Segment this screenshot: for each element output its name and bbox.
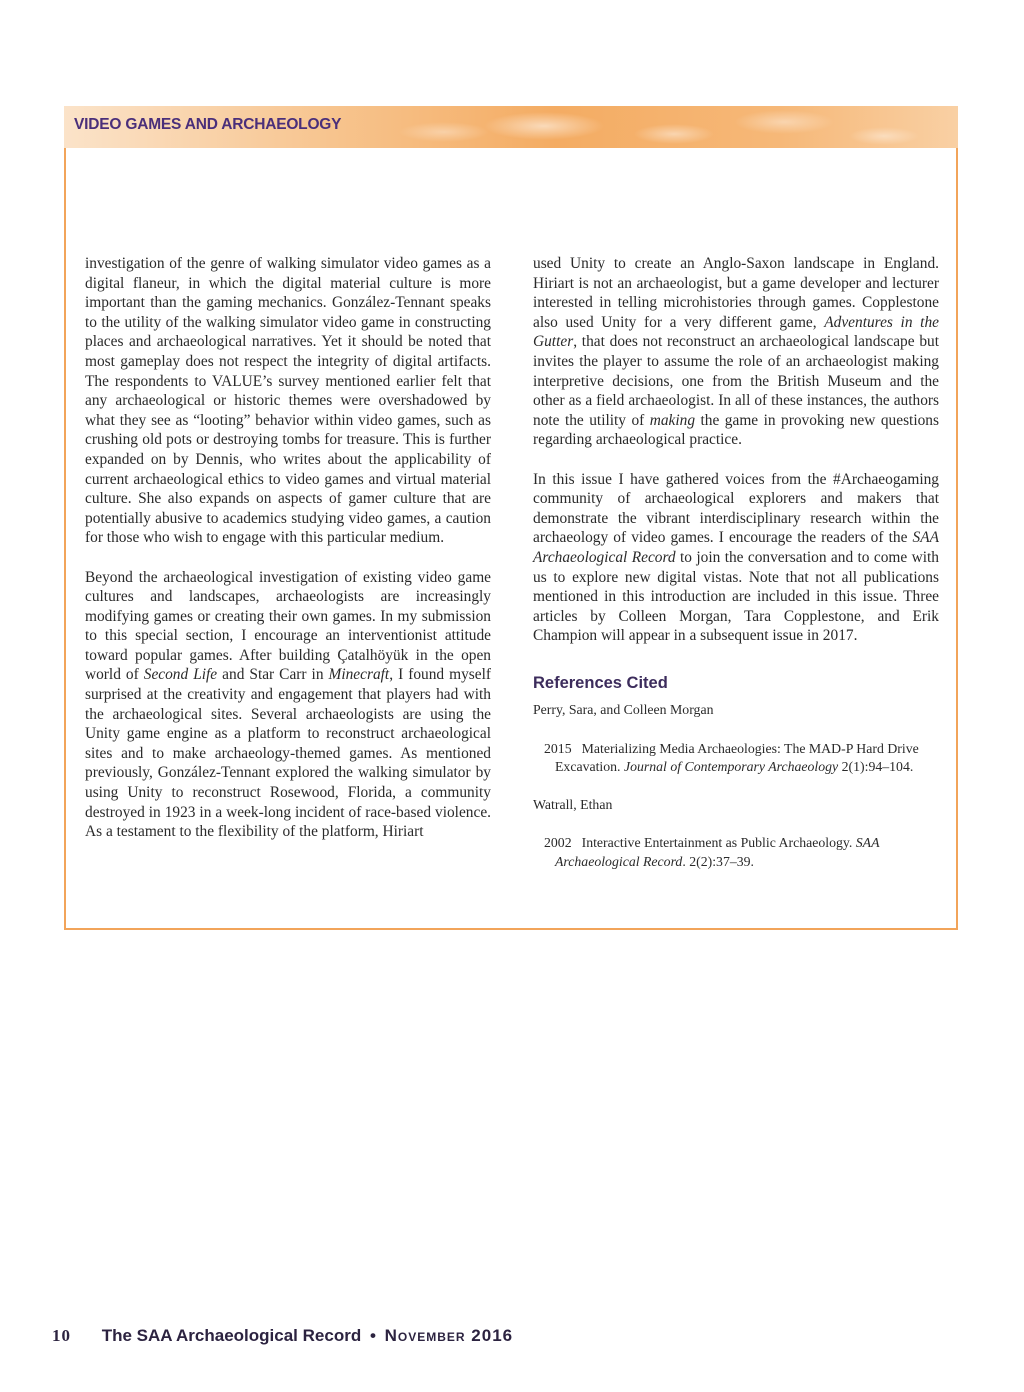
reference-item (533, 796, 939, 871)
left-paragraph-2: Beyond the archaeological investigation of existing video game cultures and landscapes, archaeologists are increasingly modifying games or creating their own games. In my submission to this special section, I encourage an interventionist attitude toward popular games. After building Çatalhöyük in the open world of Second Life and Star Carr in Minecraft, I found myself surprised at the creativity and engagement that players had with the archaeological sites. Several archaeologists are using the Unity game engine as a platform to reconstruct archaeological sites and to make archaeology-themed games. As mentioned previously, González-Tennant explored the walking simulator by using Unity to reconstruct Rosewood, Florida, a community destroyed in 1923 in a week-long incident of race-based violence. As a testament to the flexibility of the platform, Hiriart (85, 568, 492, 841)
section-banner (64, 106, 958, 148)
issue-date: November 2016 (384, 1326, 514, 1345)
left-paragraph-1: investigation of the genre of walking simulator video games as a digital flaneur, in which the digital material culture is more important than the gaming mechanics. González-Tennant speaks to the utility of the walking simulator video game in constructing places and archaeological narratives. Yet it should be noted that most gameplay does not respect the integrity of digital artifacts. The respondents to VALUE’s survey mentioned earlier felt that any archaeological or historic themes were overshadowed by what they see as “looting” behavior within video games, such as crushing old pots or destroying tombs for treasure. This is further expanded on by Dennis, who writes about the applicability of current archaeological ethics to video games and virtual material culture. She also expands on aspects of gamer culture that are potentially abusive to academics studying video games, a caution for those who wish to engage with this particular medium. (85, 255, 491, 547)
right-paragraph-1: used Unity to create an Anglo-Saxon landscape in England. Hiriart is not an archaeologist, but a game developer and lecturer interested in telling microhistories through games. Copplestone also used Unity for a very different game, Adventures in the Gutter, that does not reconstruct an archaeological landscape but invites the player to assume the role of an archaeologist making interpretive decisions, one from the British Museum and the other as a field archaeologist. In all of these instances, the authors note the utility of making the game in provoking new questions regarding archaeological practice. (533, 255, 939, 449)
left-column (85, 254, 491, 861)
page-footer (52, 1326, 513, 1346)
right-column (533, 254, 939, 891)
reference-authors: Watrall, Ethan (533, 797, 613, 813)
reference-entry: 2002 Interactive Entertainment as Public Archaeology. SAA Archaeological Record. 2(2):37–39. (544, 835, 880, 869)
reference-item (533, 701, 939, 776)
right-paragraph-2: In this issue I have gathered voices from the #Archaeogaming community of archaeological explorers and makers that demonstrate the vibrant interdisciplinary research within the archaeology of video games. I encourage the readers of the SAA Archaeological Record to join the conversation and to come with us to explore new digital vistas. Note that not all publications mentioned in this introduction are included in this issue. Three articles by Colleen Morgan, Tara Copplestone, and Erik Champion will appear in a subsequent issue in 2017. (533, 470, 939, 645)
reference-entry: 2015 Materializing Media Archaeologies: The MAD-P Hard Drive Excavation. Journal of Contemporary Archaeology 2(1):94–104. (544, 740, 919, 775)
references-heading: References Cited (533, 673, 668, 692)
section-title: VIDEO GAMES AND ARCHAEOLOGY (74, 116, 342, 133)
publication-name: The SAA Archaeological Record (101, 1326, 362, 1345)
page-number: 10 (52, 1326, 71, 1345)
footer-separator: • (369, 1326, 376, 1345)
reference-authors: Perry, Sara, and Colleen Morgan (533, 702, 714, 718)
